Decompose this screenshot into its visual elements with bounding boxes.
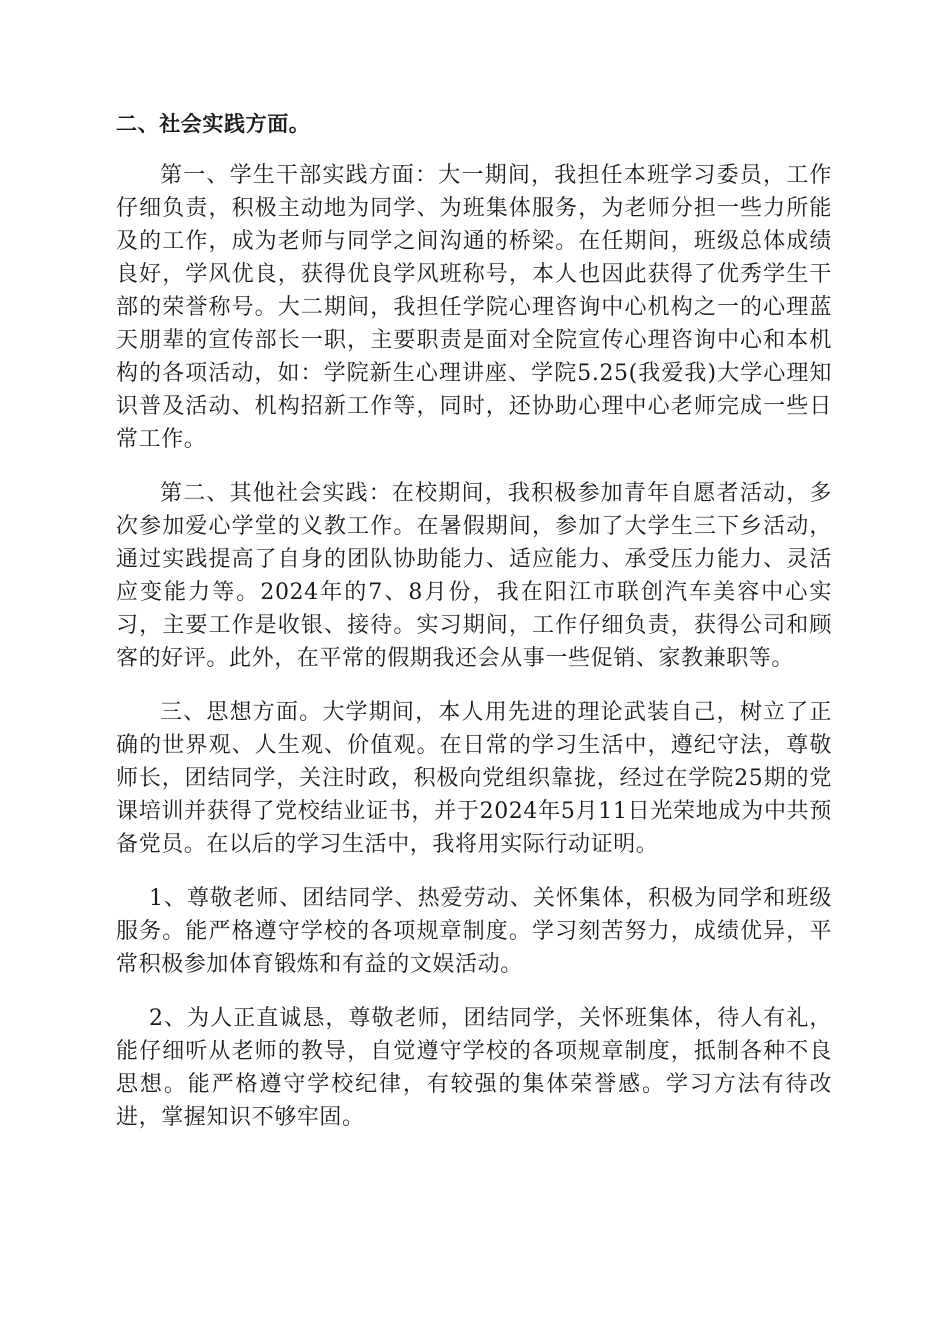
list-item-2: 2、为人正直诚恳，尊敬老师，团结同学，关怀班集体，待人有礼，能仔细听从老师的教导，自觉遵守学校的各项规章制度，抵制各种不良思想。能严格遵守学校纪律，有较强的集体荣誉感。学习方法有待改进，掌握知识不够牢固。 xyxy=(116,1006,832,1130)
section-heading: 二、社会实践方面。 xyxy=(116,112,311,136)
list-item-1: 1、尊敬老师、团结同学、热爱劳动、关怀集体，积极为同学和班级服务。能严格遵守学校的各项规章制度。学习刻苦努力，成绩优异，平常积极参加体育锻炼和有益的文娱活动。 xyxy=(116,886,832,977)
paragraph-other-practice: 第二、其他社会实践：在校期间，我积极参加青年自愿者活动，多次参加爱心学堂的义教工作。在暑假期间，参加了大学生三下乡活动，通过实践提高了自身的团队协助能力、适应能力、承受压力能力、灵活应变能力等。2024年的7、8月份，我在阳江市联创汽车美容中心实习，主要工作是收银、接待。实习期间，工作仔细负责，获得公司和顾客的好评。此外，在平常的假期我还会从事一些促销、家教兼职等。 xyxy=(116,481,832,671)
paragraph-ideology: 三、思想方面。大学期间，本人用先进的理论武装自己，树立了正确的世界观、人生观、价值观。在日常的学习生活中，遵纪守法，尊敬师长，团结同学，关注时政，积极向党组织靠拢，经过在学院25期的党课培训并获得了党校结业证书，并于2024年5月11日光荣地成为中共预备党员。在以后的学习生活中，我将用实际行动证明。 xyxy=(116,700,832,857)
paragraph-cadre-practice: 第一、学生干部实践方面：大一期间，我担任本班学习委员，工作仔细负责，积极主动地为同学、为班集体服务，为老师分担一些力所能及的工作，成为老师与同学之间沟通的桥梁。在任期间，班级总体成绩良好，学风优良，获得优良学风班称号，本人也因此获得了优秀学生干部的荣誉称号。大二期间，我担任学院心理咨询中心机构之一的心理蓝天朋辈的宣传部长一职，主要职责是面对全院宣传心理咨询中心和本机构的各项活动，如：学院新生心理讲座、学院5.25(我爱我)大学心理知识普及活动、机构招新工作等，同时，还协助心理中心老师完成一些日常工作。 xyxy=(116,163,832,452)
document-body xyxy=(116,108,832,1155)
